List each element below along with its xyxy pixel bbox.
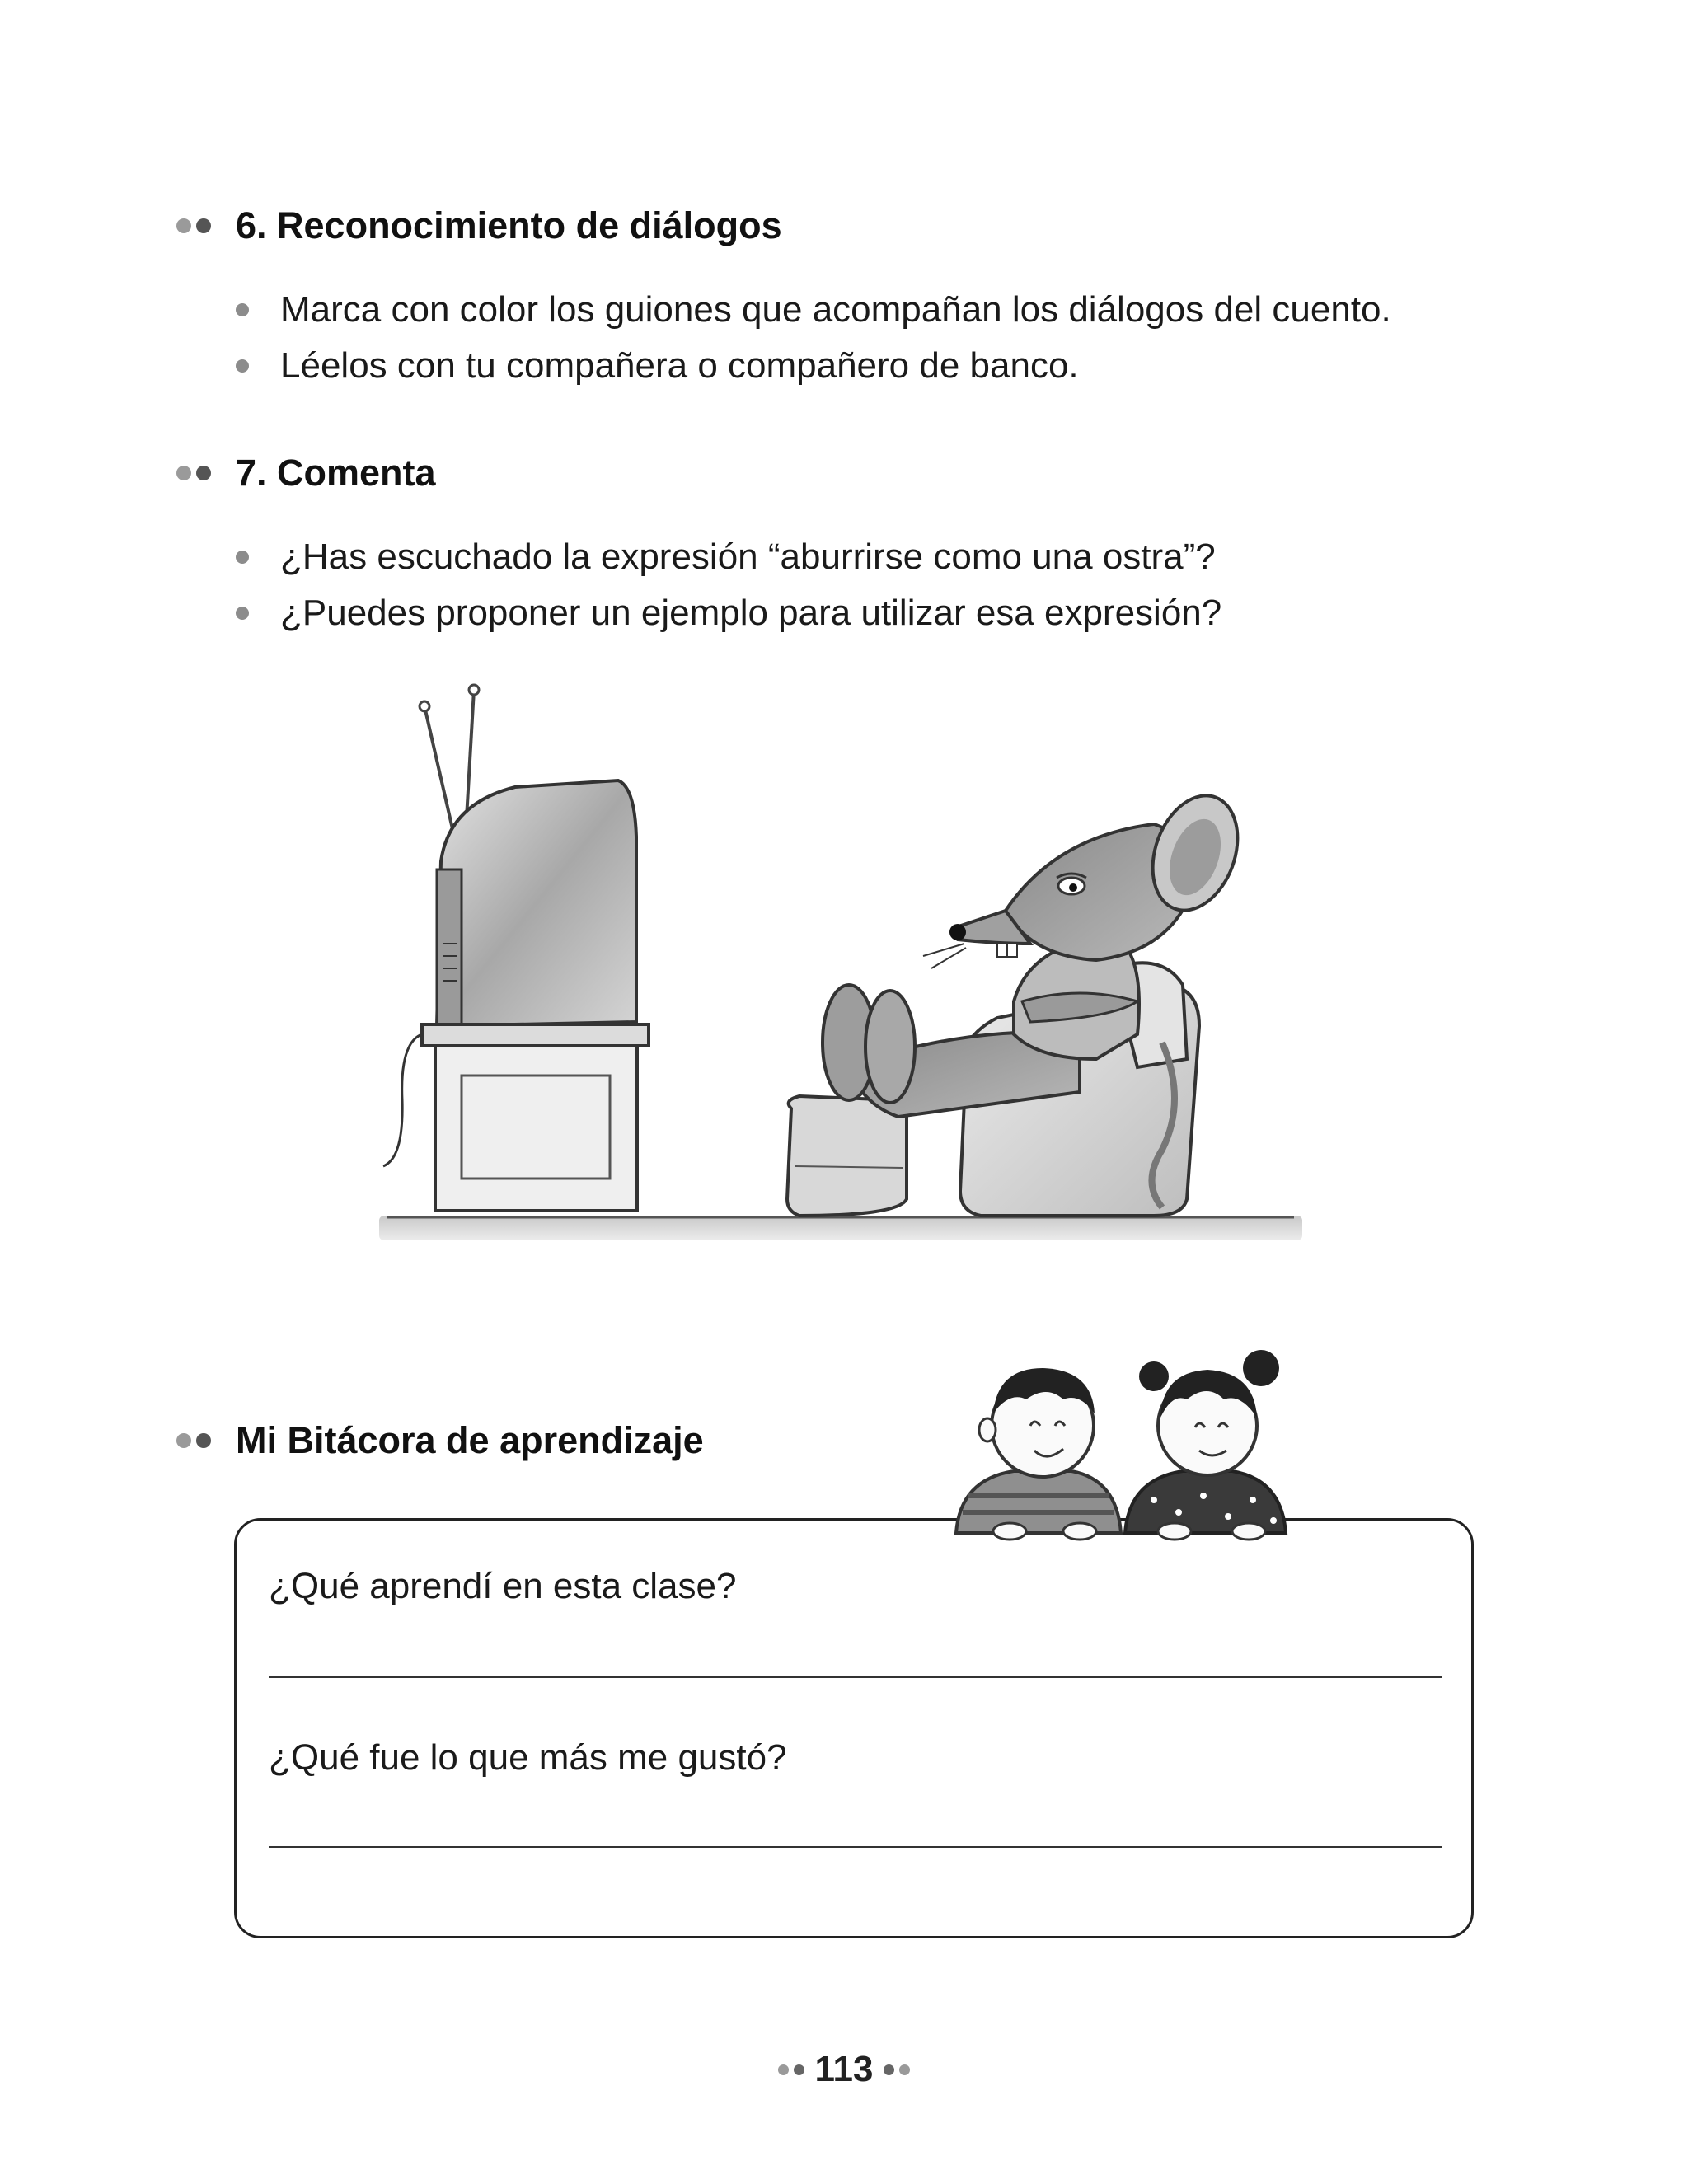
heading-dots-icon	[176, 466, 216, 480]
floor-shape	[379, 1216, 1302, 1240]
bitacora-title: Mi Bitácora de aprendizaje	[236, 1419, 704, 1461]
list-item: ¿Has escuchado la expresión “aburrirse como una ostra”?	[234, 529, 1221, 585]
bullet-icon	[236, 359, 249, 373]
answer-line-2[interactable]	[269, 1846, 1442, 1848]
section-7-heading	[176, 452, 436, 494]
section-6-list	[234, 282, 1391, 394]
question-1: ¿Qué aprendí en esta clase?	[269, 1566, 737, 1606]
list-item: Léelos con tu compañera o compañero de banco.	[234, 338, 1391, 394]
kids-illustration	[948, 1335, 1294, 1541]
answer-line-1[interactable]	[269, 1676, 1442, 1678]
page-number-text: 113	[814, 2049, 874, 2089]
heading-dots-icon	[176, 1433, 216, 1448]
mouse-watching-tv-illustration	[371, 672, 1311, 1257]
section-7-title: 7. Comenta	[236, 452, 436, 494]
heading-dots-icon	[176, 218, 216, 233]
question-2: ¿Qué fue lo que más me gustó?	[269, 1737, 787, 1778]
bitacora-heading	[176, 1419, 704, 1462]
section-6-heading	[176, 204, 782, 247]
list-item: Marca con color los guiones que acompañan los diálogos del cuento.	[234, 282, 1391, 338]
bullet-icon	[236, 607, 249, 620]
list-item: ¿Puedes proponer un ejemplo para utilizar esa expresión?	[234, 585, 1221, 641]
page-number	[0, 2049, 1688, 2090]
bullet-icon	[236, 551, 249, 564]
section-7-list	[234, 529, 1221, 641]
section-6-title: 6. Reconocimiento de diálogos	[236, 204, 782, 246]
bullet-icon	[236, 303, 249, 316]
